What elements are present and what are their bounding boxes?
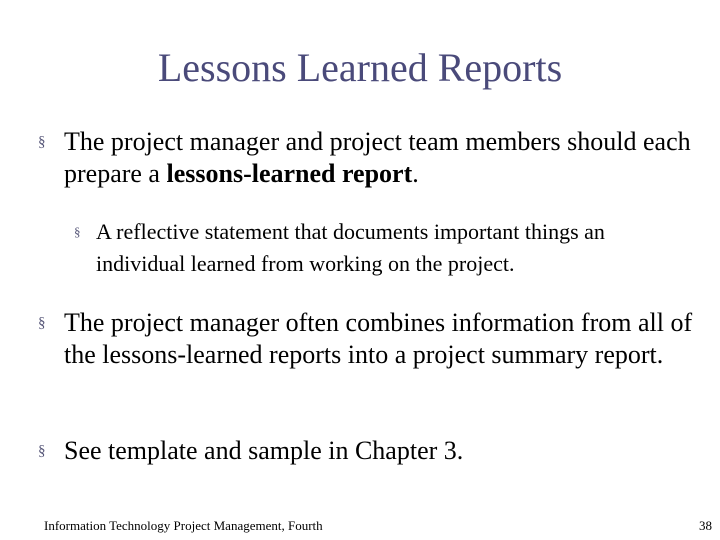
sub-bullet-text: A reflective statement that documents important things an individual learned from working on the project. [96,219,605,276]
sub-bullet-item-1 [74,216,696,280]
footer-source: Information Technology Project Management, Fourth [44,518,323,533]
sub-bullet-marker: § [74,224,81,239]
bullet-item-3 [38,435,694,467]
bullet-text: See template and sample in Chapter 3. [64,436,464,465]
bullet-bold-term: lessons-learned report [166,159,413,188]
bullet-item-2 [38,307,694,371]
bullet-marker: § [38,443,46,459]
bullet-marker: § [38,134,46,150]
bullet-text: The project manager and project team members should each prepare a [64,127,691,188]
bullet-text: The project manager often combines information from all of the lessons-learned reports into a project summary report. [64,308,693,369]
slide-title: Lessons Learned Reports [157,45,563,90]
bullet-text-end: . [412,159,419,188]
bullet-item-1 [38,126,694,190]
bullet-marker: § [38,315,46,331]
page-number: 38 [699,518,712,533]
